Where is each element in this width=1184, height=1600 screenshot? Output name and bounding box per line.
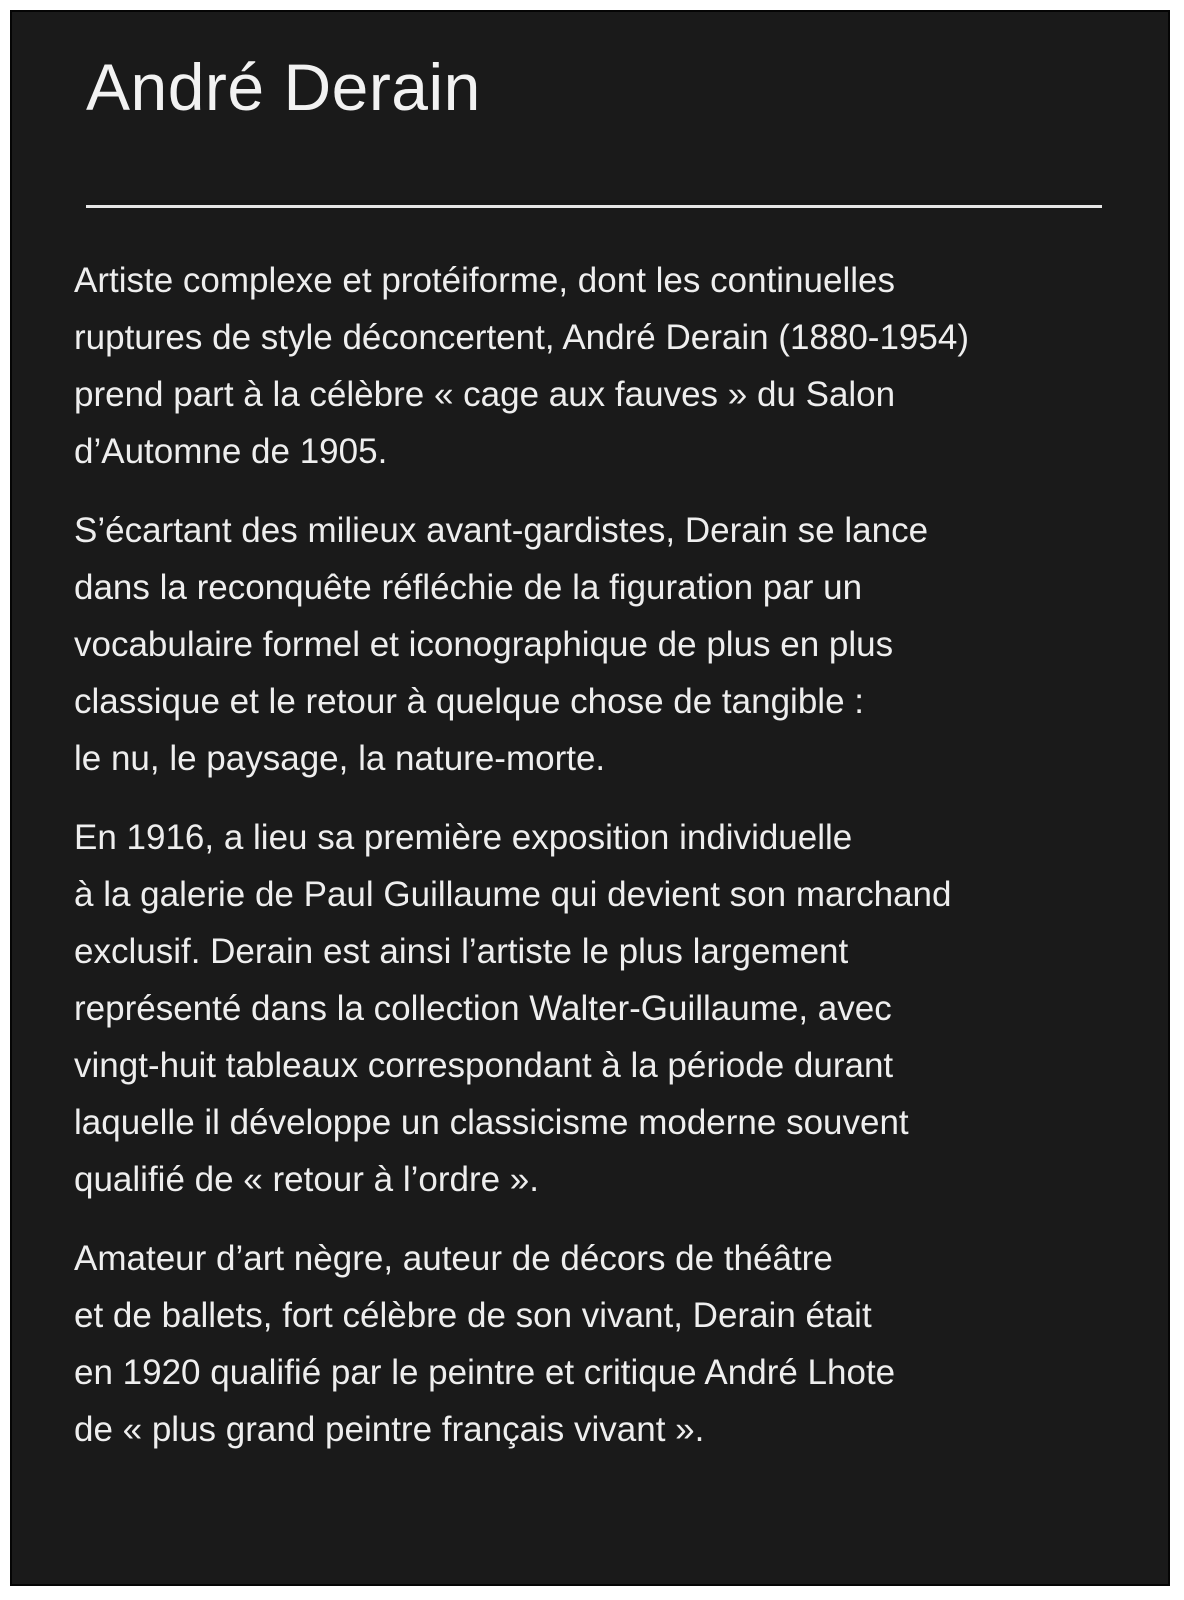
text-line: en 1920 qualifié par le peintre et critique André Lhote [74, 1353, 896, 1392]
title-divider [86, 205, 1102, 208]
text-line: dans la reconquête réfléchie de la figuration par un [74, 568, 863, 607]
text-line: vingt-huit tableaux correspondant à la période durant [74, 1046, 894, 1085]
paragraph-3 [74, 809, 1134, 1208]
panel-body [74, 252, 1134, 1480]
info-panel [10, 10, 1170, 1586]
text-line: prend part à la célèbre « cage aux fauves » du Salon [74, 375, 896, 414]
text-line: exclusif. Derain est ainsi l’artiste le plus largement [74, 932, 849, 971]
text-line: de « plus grand peintre français vivant ». [74, 1410, 705, 1449]
text-line: Artiste complexe et protéiforme, dont les continuelles [74, 261, 895, 300]
text-line: représenté dans la collection Walter-Guillaume, avec [74, 989, 892, 1028]
paragraph-4 [74, 1230, 1134, 1458]
text-line: d’Automne de 1905. [74, 432, 388, 471]
text-line: Amateur d’art nègre, auteur de décors de théâtre [74, 1239, 833, 1278]
text-line: laquelle il développe un classicisme moderne souvent [74, 1103, 909, 1142]
text-line: et de ballets, fort célèbre de son vivant, Derain était [74, 1296, 872, 1335]
text-line: En 1916, a lieu sa première exposition individuelle [74, 818, 853, 857]
text-line: qualifié de « retour à l’ordre ». [74, 1160, 539, 1199]
text-line: vocabulaire formel et iconographique de plus en plus [74, 625, 894, 664]
text-line: ruptures de style déconcertent, André Derain (1880-1954) [74, 318, 969, 357]
paragraph-1 [74, 252, 1134, 480]
text-line: à la galerie de Paul Guillaume qui devient son marchand [74, 875, 952, 914]
text-line: S’écartant des milieux avant-gardistes, Derain se lance [74, 511, 929, 550]
text-line: classique et le retour à quelque chose de tangible : [74, 682, 864, 721]
panel-title: André Derain [86, 50, 481, 124]
paragraph-2 [74, 502, 1134, 787]
text-line: le nu, le paysage, la nature-morte. [74, 739, 606, 778]
